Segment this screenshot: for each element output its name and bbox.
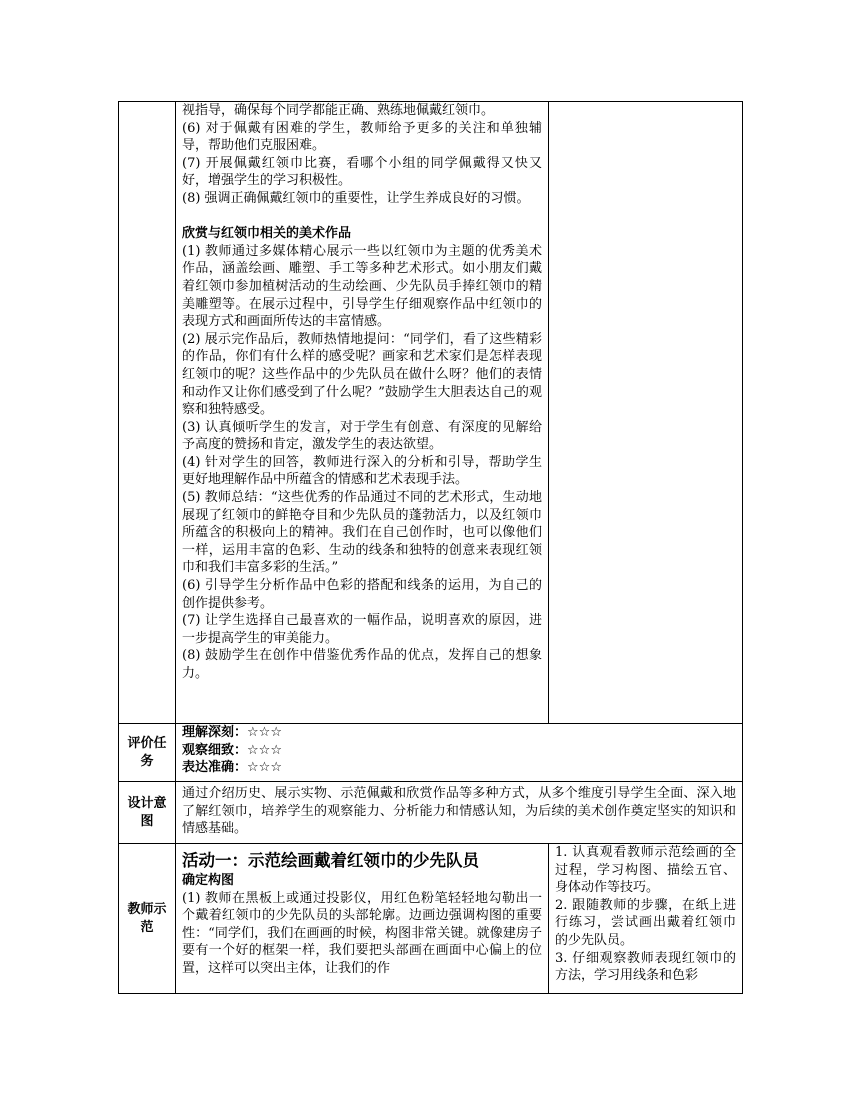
star-rating: ☆☆☆ bbox=[247, 725, 282, 740]
lesson-plan-page bbox=[118, 101, 742, 994]
paragraph: (7) 让学生选择自己最喜欢的一幅作品，说明喜欢的原因，进一步提高学生的审美能力。 bbox=[182, 613, 542, 646]
student-item: 3. 仔细观察教师表现红领巾的方法，学习用线条和色彩 bbox=[555, 950, 736, 984]
continued-activity-row bbox=[119, 102, 743, 724]
activity-content-cell bbox=[176, 102, 549, 724]
teacher-demo-label: 教师示范 bbox=[119, 844, 176, 994]
sub-title: 确定构图 bbox=[182, 873, 235, 888]
rating-item bbox=[182, 724, 736, 742]
rating-name: 理解深刻： bbox=[182, 725, 248, 740]
evaluation-row bbox=[119, 724, 743, 782]
student-item: 1. 认真观看教师示范绘画的全过程，学习构图、描绘五官、身体动作等技巧。 bbox=[555, 845, 736, 896]
rating-name: 表达准确： bbox=[182, 760, 248, 776]
teacher-demo-row bbox=[119, 844, 743, 994]
design-intent-content bbox=[176, 782, 743, 844]
student-activity-cell bbox=[549, 102, 743, 724]
star-rating: ☆☆☆ bbox=[247, 742, 282, 758]
paragraph: (2) 展示完作品后，教师热情地提问：“同学们，看了这些精彩的作品，你们有什么样的感受呢？画家和艺术家们是怎样表现红领巾的呢？这些作品中的少先队员在做什么呀？他们的表情和动作又让你们感受到了什么呢？”鼓励学生大胆表达自己的观察和独特感受。 bbox=[182, 331, 542, 418]
star-rating: ☆☆☆ bbox=[247, 760, 282, 776]
teacher-demo-content bbox=[176, 844, 549, 994]
paragraph: (3) 认真倾听学生的发言，对于学生有创意、有深度的见解给予高度的赞扬和肯定，激发学生的表达欲望。 bbox=[182, 419, 542, 453]
empty-label-cell bbox=[119, 102, 176, 724]
paragraph: (4) 针对学生的回答，教师进行深入的分析和引导，帮助学生更好地理解作品中所蕴含的情感和艺术表现手法。 bbox=[182, 454, 542, 488]
rating-name: 观察细致： bbox=[182, 742, 248, 758]
paragraph: (6) 对于佩戴有困难的学生，教师给予更多的关注和单独辅导，帮助他们克服困难。 bbox=[182, 120, 542, 154]
paragraph: (6) 引导学生分析作品中色彩的搭配和线条的运用，为自己的创作提供参考。 bbox=[182, 578, 542, 611]
paragraph: (1) 教师在黑板上或通过投影仪，用红色粉笔轻轻地勾勒出一个戴着红领巾的少先队员的头部轮廓。边画边强调构图的重要性：“同学们，我们在画画的时候，构图非常关键。就像建房子要有一个好的框架一样，我们要把头部画在画面中心偏上的位置，这样可以突出主体，让我们的作 bbox=[182, 890, 542, 976]
paragraph: (7) 开展佩戴红领巾比赛，看哪个小组的同学佩戴得又快又好，增强学生的学习积极性。 bbox=[182, 155, 542, 189]
rating-item bbox=[182, 759, 736, 777]
student-item: 2. 跟随教师的步骤，在纸上进行练习，尝试画出戴着红领巾的少先队员。 bbox=[555, 897, 736, 948]
paragraph: (8) 鼓励学生在创作中借鉴优秀作品的优点，发挥自己的想象力。 bbox=[182, 648, 542, 681]
spacer bbox=[182, 208, 542, 226]
student-activity-content bbox=[549, 844, 743, 994]
paragraph: (5) 教师总结：“这些优秀的作品通过不同的艺术形式，生动地展现了红领巾的鲜艳夺目和少先队员的蓬勃活力，以及红领巾所蕴含的积极向上的精神。我们在自己创作时，也可以像他们一样，运用丰富的色彩、生动的线条和独特的创意来表现红领巾和我们丰富多彩的生活。” bbox=[182, 490, 542, 576]
paragraph: (8) 强调正确佩戴红领巾的重要性，让学生养成良好的习惯。 bbox=[182, 190, 530, 206]
design-intent-row bbox=[119, 782, 743, 844]
evaluation-content bbox=[176, 724, 743, 782]
rating-item bbox=[182, 742, 736, 760]
paragraph: (1) 教师通过多媒体精心展示一些以红领巾为主题的优秀美术作品，涵盖绘画、雕塑、手工等多种艺术形式。如小朋友们戴着红领巾参加植树活动的生动绘画、少先队员手捧红领巾的精美雕塑等。在展示过程中，引导学生仔细观察作品中红领巾的表现方式和画面所传达的丰富情感。 bbox=[182, 243, 542, 330]
evaluation-label: 评价任务 bbox=[119, 724, 176, 782]
design-intent-label: 设计意图 bbox=[119, 782, 176, 844]
activity-title: 活动一：示范绘画戴着红领巾的少先队员 bbox=[182, 851, 479, 870]
lesson-plan-table bbox=[118, 101, 743, 994]
section-title: 欣赏与红领巾相关的美术作品 bbox=[182, 226, 352, 242]
paragraph: 视指导，确保每个同学都能正确、熟练地佩戴红领巾。 bbox=[182, 103, 495, 118]
paragraph: 通过介绍历史、展示实物、示范佩戴和欣赏作品等多种方式，从多个维度引导学生全面、深入地了解红领巾，培养学生的观察能力、分析能力和情感认知，为后续的美术创作奠定坚实的知识和情感基础。 bbox=[182, 786, 736, 837]
